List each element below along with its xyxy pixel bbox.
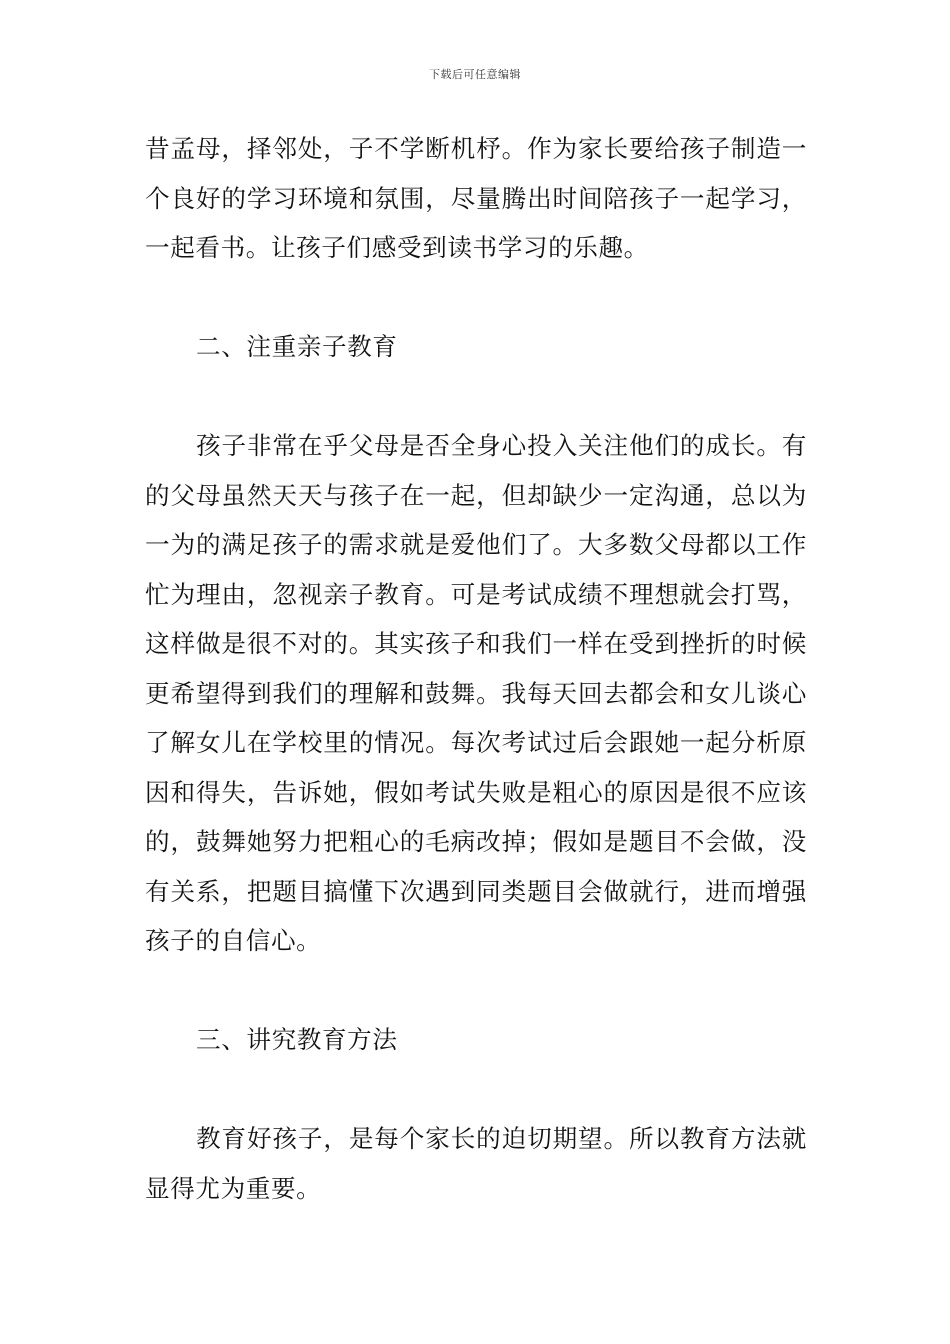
paragraph-education-methods: 教育好孩子，是每个家长的迫切期望。所以教育方法就显得尤为重要。 — [145, 1124, 807, 1203]
document-body — [145, 124, 807, 1213]
heading-education-methods: 三、讲究教育方法 — [196, 1025, 398, 1054]
paragraph-gap — [145, 273, 807, 323]
paragraph-gap — [145, 372, 807, 422]
page-header-note: 下载后可任意编辑 — [429, 68, 521, 81]
paragraph-parent-child-education: 孩子非常在乎父母是否全身心投入关注他们的成长。有的父母虽然天天与孩子在一起，但却缺少一定沟通，总以为一为的满足孩子的需求就是爱他们了。大多数父母都以工作忙为理由，忽视亲子教育。可是考试成绩不理想就会打骂，这样做是很不对的。其实孩子和我们一样在受到挫折的时候更希望得到我们的理解和鼓舞。我每天回去都会和女儿谈心了解女儿在学校里的情况。每次考试过后会跟她一起分析原因和得失，告诉她，假如考试失败是粗心的原因是很不应该的，鼓舞她努力把粗心的毛病改掉；假如是题目不会做，没有关系，把题目搞懂下次遇到同类题目会做就行，进而增强孩子的自信心。 — [145, 431, 807, 955]
paragraph-gap — [145, 1065, 807, 1115]
paragraph-gap — [145, 966, 807, 1016]
heading-parent-child-education: 二、注重亲子教育 — [196, 332, 398, 361]
paragraph-mencius-mother: 昔孟母，择邻处，子不学断机杼。作为家长要给孩子制造一个良好的学习环境和氛围，尽量腾出时间陪孩子一起学习，一起看书。让孩子们感受到读书学习的乐趣。 — [145, 134, 807, 262]
